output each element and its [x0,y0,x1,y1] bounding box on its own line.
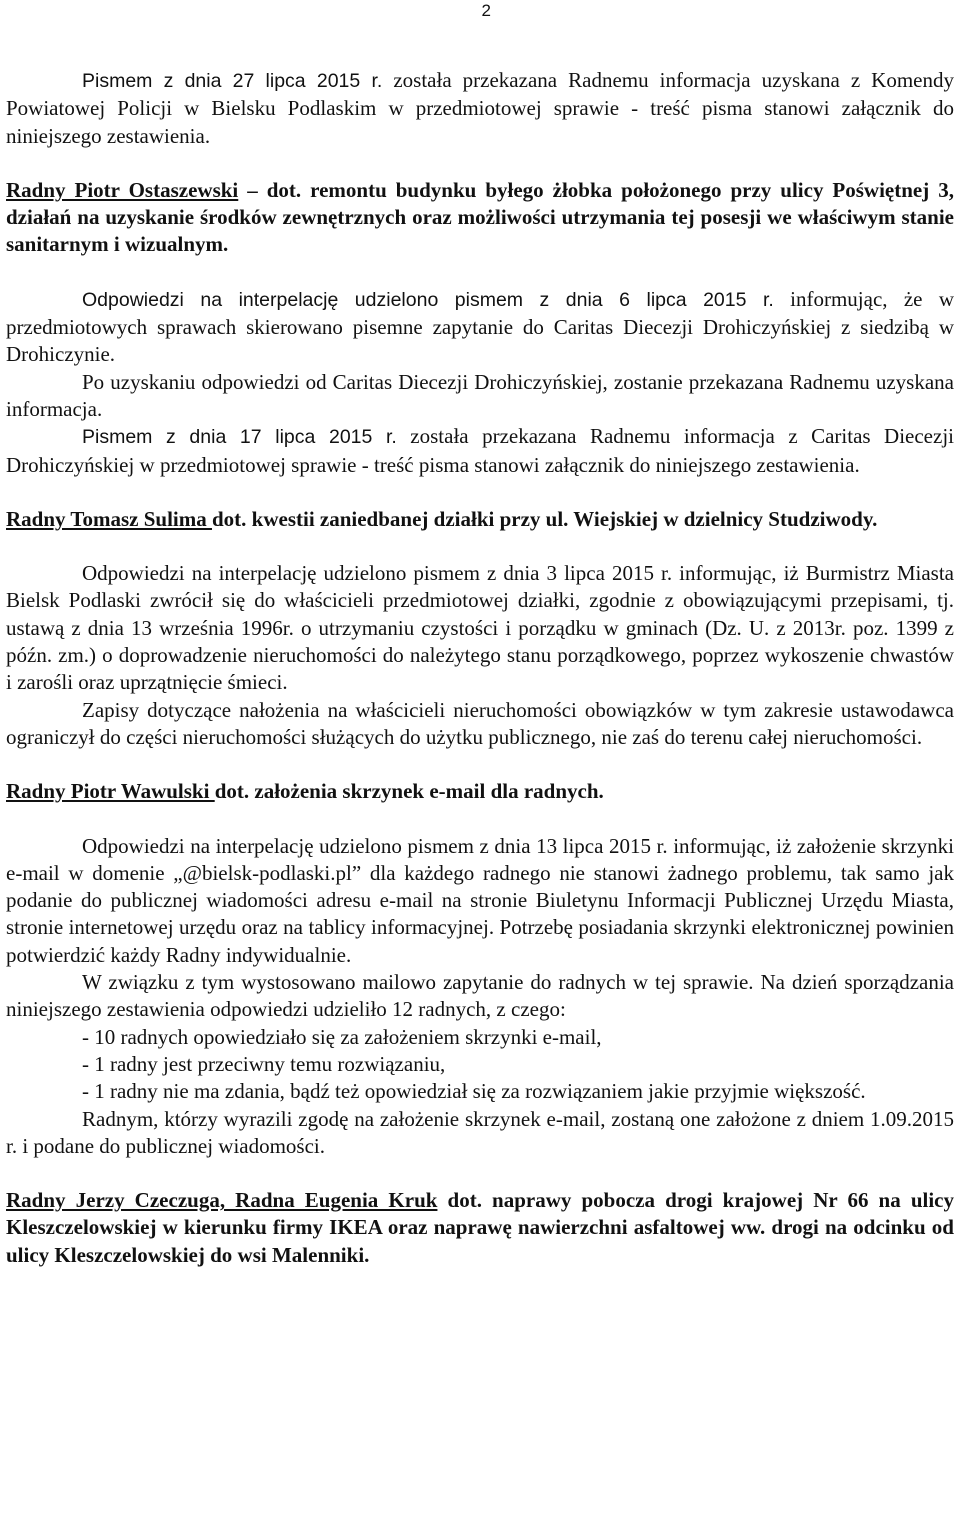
paragraph-text: została przekazana Radnemu informacja uzyskana z Komendy Powiatowej Policji w Bielsku Podlaskim w przedmiotowej sprawie - treść pisma stanowi załącznik do niniejszego zestawienia. [6,68,954,148]
paragraph-text: informując, iż założenie skrzynki e-mail w domenie „@bielsk-podlaski.pl” dla każdego radnego nie stanowi żadnego problemu, tak samo jak podanie do publicznej wiadomości adresu e-mail na stronie Biuletynu Informacji Publicznej Urzędu Miasta, stronie internetowej urzędu oraz na tablicy informacyjnej. Potrzebę posiadania skrzynki elektronicznej powinien potwierdzić każdy Radny indywidualnie. [6,833,954,967]
heading-subject: dot. naprawy pobocza drogi krajowej Nr 66 na ulicy Kleszczelowskiej w kierunku firmy IKEA oraz naprawę nawierzchni asfaltowej ww. drogi na odcinku od ulicy Kleszczelowskiej do wsi Malenniki. [6,1188,954,1267]
heading-sulima [6,506,954,533]
heading-subject: dot. założenia skrzynek e-mail dla radnych. [214,779,604,804]
heading-czeczuga-kruk [6,1187,954,1269]
letter-date: Pismem z dnia 27 lipca 2015 r. [82,70,383,92]
paragraph-s3-1 [6,560,954,696]
list-item: - 1 radny nie ma zdania, bądź też opowiedział się za rozwiązaniem jakie przyjmie większość. [82,1079,866,1104]
paragraph-s2-3 [6,423,954,479]
councillor-name: Radny Tomasz Sulima [6,506,212,531]
heading-wawulski [6,778,954,805]
paragraph-text: informując, że w przedmiotowych sprawach skierowano pisemne zapytanie do Caritas Diecezji Drohiczyńskiej z siedzibą w Drohiczynie. [6,286,954,367]
councillor-name: Radny Piotr Ostaszewski [6,177,239,202]
paragraph-text: informując, iż Burmistrz Miasta Bielsk Podlaski zwrócił się do właścicieli przedmiotowej działki, zgodnie z obowiązującymi przepisami, tj. ustawą z dnia 13 września 1996r. o utrzymaniu czystości i porządku w gminach (Dz. U. z 2013r. poz. 1399 z późn. zm.) o doprowadzenie nieruchomości do należytego stanu porządkowego, poprzez wykoszenie chwastów i zarośli oraz uprzątnięcie śmieci. [6,561,955,695]
paragraph-s4-2: W związku z tym wystosowano mailowo zapytanie do radnych w tej sprawie. Na dzień sporządzania niniejszego zestawienia odpowiedzi udzieliło 12 radnych, z czego: [6,970,954,1022]
paragraph-s4-1 [6,833,954,969]
heading-subject: – dot. remontu budynku byłego żłobka położonego przy ulicy Poświętnej 3, działań na uzyskanie środków zewnętrznych oraz możliwości utrzymania tej posesji we właściwym stanie sanitarnym i wizualnym. [6,177,954,257]
councillor-name: Radny Piotr Wawulski [6,779,215,804]
page-number: 2 [481,1,491,20]
paragraph-s2-2: Po uzyskaniu odpowiedzi od Caritas Diecezji Drohiczyńskiej, zostanie przekazana Radnemu uzyskana informacja. [6,369,954,421]
reply-date: Odpowiedzi na interpelację udzielono pismem z dnia 3 lipca 2015 r. [82,561,673,586]
paragraph-s3-2: Zapisy dotyczące nałożenia na właścicieli nieruchomości obowiązków w tym zakresie ustawodawca ograniczył do części nieruchomości służących do użytku publicznego, nie zaś do terenu całej nieruchomości. [6,697,954,749]
letter-date: Pismem z dnia 17 lipca 2015 r. [82,426,397,449]
paragraph-s2-1 [6,286,954,369]
paragraph-text: została przekazana Radnemu informacja z Caritas Diecezji Drohiczyńskiej w przedmiotowej sprawie - treść pisma stanowi załącznik do niniejszego zestawienia. [6,424,954,477]
paragraph-s4-3: Radnym, którzy wyrazili zgodę na założenie skrzynek e-mail, zostaną one założone z dniem 1.09.2015 r. i podane do publicznej wiadomości. [6,1106,954,1158]
document-body [6,67,954,1269]
reply-date: Odpowiedzi na interpelację udzielono pismem z dnia 6 lipca 2015 r. [82,288,774,311]
councillor-names: Radny Jerzy Czeczuga, Radna Eugenia Kruk [6,1188,438,1213]
heading-ostaszewski [6,177,954,259]
reply-date: Odpowiedzi na interpelację udzielono pismem z dnia 13 lipca 2015 r. [82,833,668,858]
heading-subject: dot. kwestii zaniedbanej działki przy ul. Wiejskiej w dzielnicy Studziwody. [211,506,878,531]
paragraph-s1 [6,67,954,150]
list-item: - 1 radny jest przeciwny temu rozwiązaniu, [82,1051,446,1076]
list-item: - 10 radnych opowiedziało się za założeniem skrzynki e-mail, [82,1024,602,1049]
